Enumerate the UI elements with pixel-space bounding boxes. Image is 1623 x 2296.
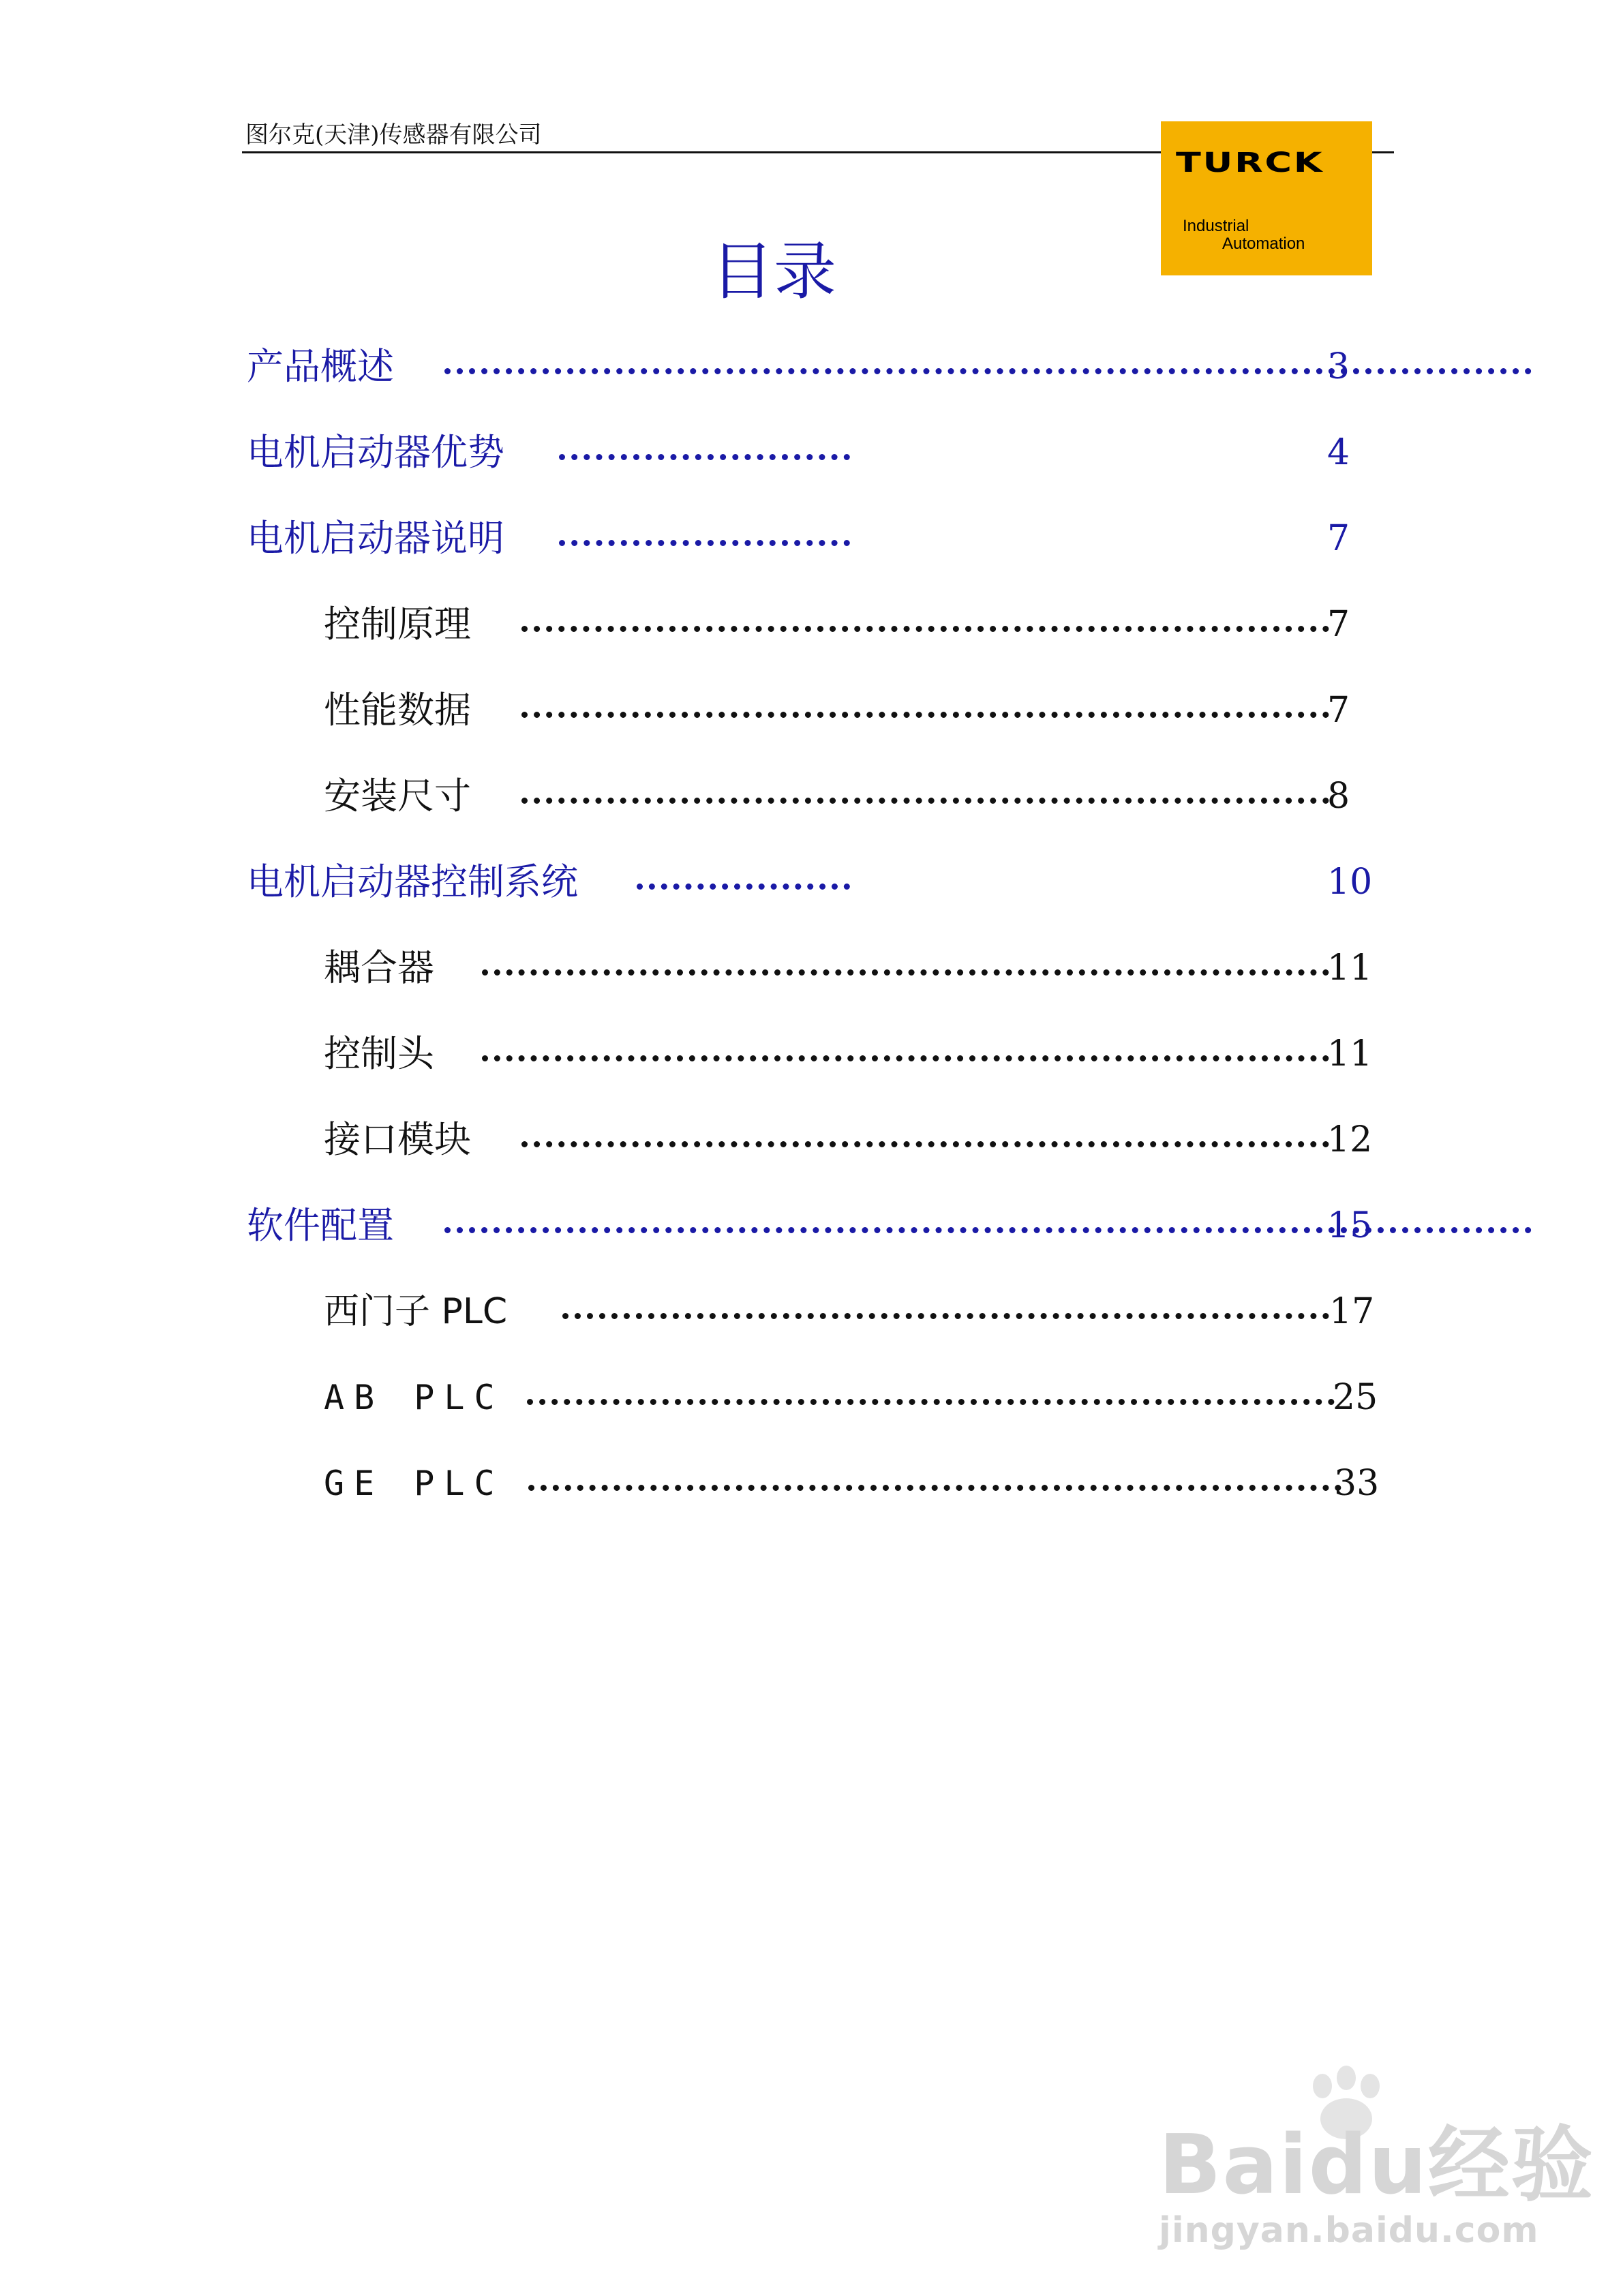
toc-label: 电机启动器控制系统 (247, 860, 578, 903)
company-name: 图尔克(天津)传感器有限公司 (245, 121, 542, 149)
toc-leader (482, 969, 1329, 976)
logo-brand: TURCK (1176, 147, 1324, 179)
toc-page: 7 (1327, 690, 1350, 731)
toc-leader (444, 368, 1532, 374)
toc-leader (559, 540, 850, 546)
toc-page: 4 (1327, 432, 1350, 473)
toc-page: 7 (1327, 604, 1350, 645)
toc-label: 耦合器 (324, 946, 434, 989)
watermark-url: jingyan.baidu.com (1159, 2210, 1539, 2251)
toc-label: 产品概述 (247, 345, 394, 388)
toc-leader (559, 454, 850, 460)
toc-label: AB PLC (324, 1378, 504, 1417)
toc-page: 17 (1329, 1291, 1375, 1332)
toc-leader (521, 712, 1329, 718)
toc-label: 西门子 PLC (324, 1291, 508, 1332)
toc-label: 接口模块 (324, 1118, 471, 1161)
toc-leader (562, 1313, 1329, 1319)
logo-line-2: Automation (1222, 235, 1305, 253)
toc-page: 11 (1327, 1033, 1373, 1074)
toc-leader (637, 883, 850, 890)
toc-page: 11 (1327, 948, 1373, 988)
toc-leader (521, 798, 1329, 804)
toc-label: 软件配置 (247, 1204, 394, 1247)
toc-leader (528, 1485, 1341, 1491)
toc-page: 10 (1327, 862, 1373, 903)
logo-line-1: Industrial (1183, 217, 1249, 235)
toc-page: 12 (1327, 1119, 1373, 1160)
toc-leader (482, 1055, 1329, 1061)
toc-label: 性能数据 (324, 689, 471, 731)
page-title: 目录 (710, 235, 836, 308)
toc-page: 8 (1327, 776, 1350, 817)
toc-label: 电机启动器说明 (247, 517, 504, 560)
toc-page: 25 (1333, 1377, 1378, 1418)
toc-label: 控制原理 (324, 603, 471, 646)
watermark-brand: Baidu经验 (1159, 2118, 1594, 2213)
toc-page: 15 (1327, 1205, 1373, 1246)
toc-leader (527, 1399, 1335, 1405)
toc-page: 3 (1327, 346, 1350, 387)
toc-page: 7 (1327, 518, 1350, 559)
toc-leader (521, 626, 1329, 632)
toc-page: 33 (1334, 1463, 1380, 1504)
toc-label: 控制头 (324, 1032, 434, 1075)
toc-label: GE PLC (324, 1464, 504, 1503)
baidu-watermark (1159, 2100, 1594, 2251)
toc-leader (521, 1141, 1329, 1147)
toc-label: 安装尺寸 (324, 774, 471, 817)
toc-label: 电机启动器优势 (247, 431, 504, 474)
